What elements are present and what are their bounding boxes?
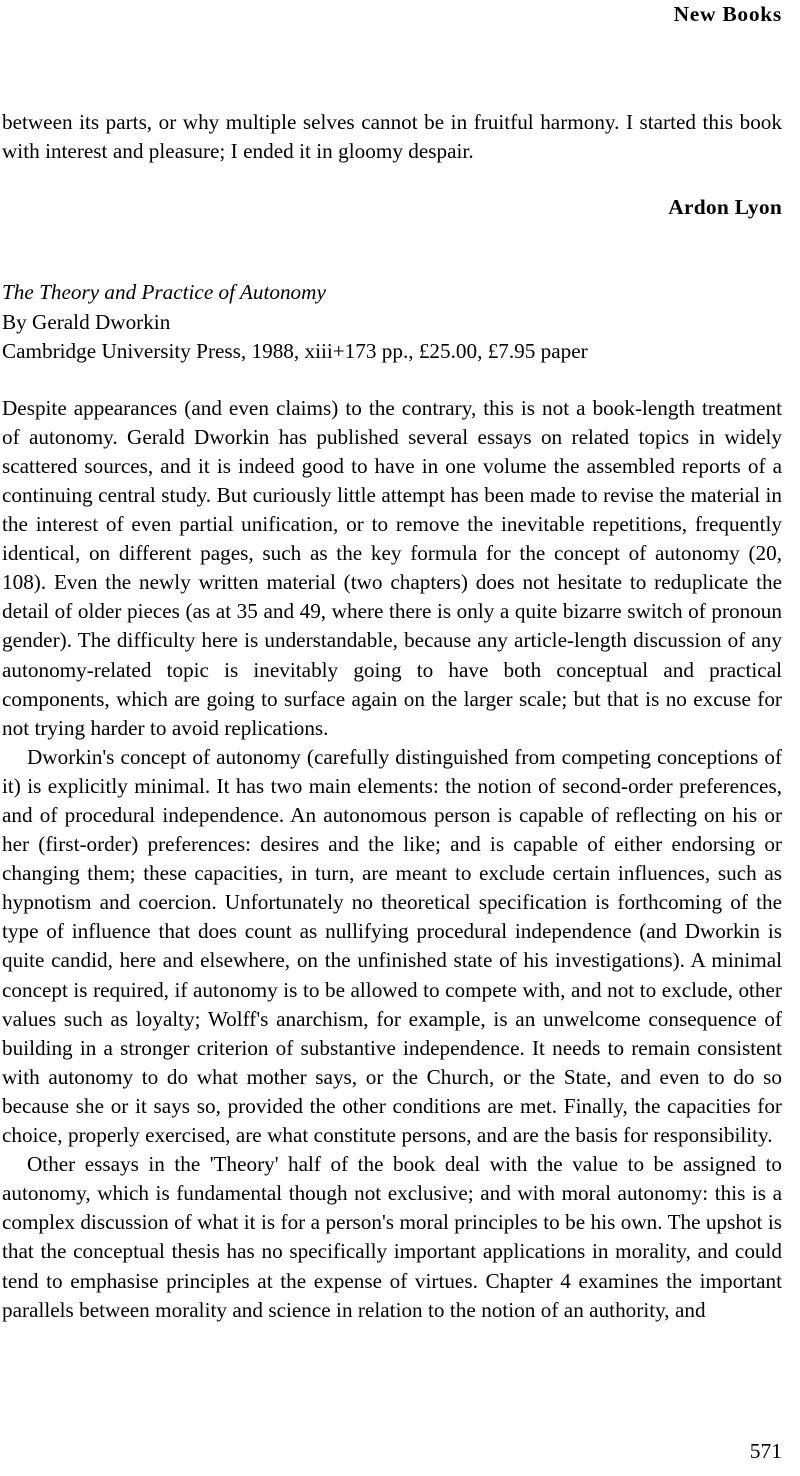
book-author: By Gerald Dworkin (2, 309, 171, 334)
page-number: 571 (749, 1439, 782, 1463)
book-title: The Theory and Practice of Autonomy (2, 280, 326, 305)
review-paragraph-2: Dworkin's concept of autonomy (carefully distinguished from competing conceptions of it) is explicitly minimal. It has two main elements: the notion of second-order preferences, and of procedural independence. An autonomous person is capable of reflecting on his or her (first-order) preferences: desires and the like; and is capable of either endorsing or changing them; these capacities, in turn, are meant to exclude certain influences, such as hypnotism and coercion. Unfortunately no theoretical specification is forthcoming of the type of influence that does count as nullifying procedural independence (and Dworkin is quite candid, here and elsewhere, on the unfinished state of his investigations). A minimal concept is required, if autonomy is to be allowed to compete with, and not to exclude, other values such as loyalty; Wolff's anarchism, for example, is an unwelcome consequence of building in a stronger criterion of substantive independence. It needs to remain consistent with autonomy to do what mother says, or the Church, or the State, and even to do so because she or it says so, provided the other conditions are met. Finally, the capacities for choice, properly exercised, are what constitute persons, and are the basis for responsibility. (2, 744, 782, 1148)
review-paragraph-1: Despite appearances (and even claims) to the contrary, this is not a book-length treatment of autonomy. Gerald Dworkin has published several essays on related topics in widely scattered sources, and it is indeed good to have in one volume the assembled reports of a continuing central study. But curiously little attempt has been made to revise the material in the interest of even partial unification, or to remove the inevitable repetitions, frequently identical, on different pages, such as the key formula for the concept of autonomy (20, 108). Even the newly written material (two chapters) does not hesitate to reduplicate the detail of older pieces (as at 35 and 49, where there is only a quite bizarre switch of pronoun gender). The difficulty here is understandable, because any article-length discussion of any autonomy-related topic is inevitably going to have both conceptual and practical components, which are going to surface again on the larger scale; but that is no excuse for not trying harder to avoid replications. (2, 395, 782, 740)
spacer-after-book-heading (2, 367, 782, 394)
continued-review-paragraph: between its parts, or why multiple selves cannot be in fruitful harmony. I started this book with interest and pleasure; I ended it in gloomy despair. (2, 110, 782, 164)
spacer-before-book-heading (2, 222, 782, 278)
review-paragraph-3: Other essays in the 'Theory' half of the book deal with the value to be assigned to autonomy, which is fundamental though not exclusive; and with moral autonomy: this is a complex discussion of what it is for a person's moral principles to be his own. The upshot is that the conceptual thesis has no specifically important applications in morality, and could tend to emphasise principles at the expense of virtues. Chapter 4 examines the important parallels between morality and science in relation to the notion of an authority, and (2, 1152, 782, 1322)
book-imprint: Cambridge University Press, 1988, xiii+173 pp., £25.00, £7.95 paper (2, 339, 588, 364)
text-column (2, 108, 782, 1325)
running-head: New Books (673, 2, 782, 26)
spacer-before-attribution (2, 166, 782, 192)
reviewer-attribution: Ardon Lyon (668, 195, 782, 220)
book-heading-block (2, 278, 782, 367)
